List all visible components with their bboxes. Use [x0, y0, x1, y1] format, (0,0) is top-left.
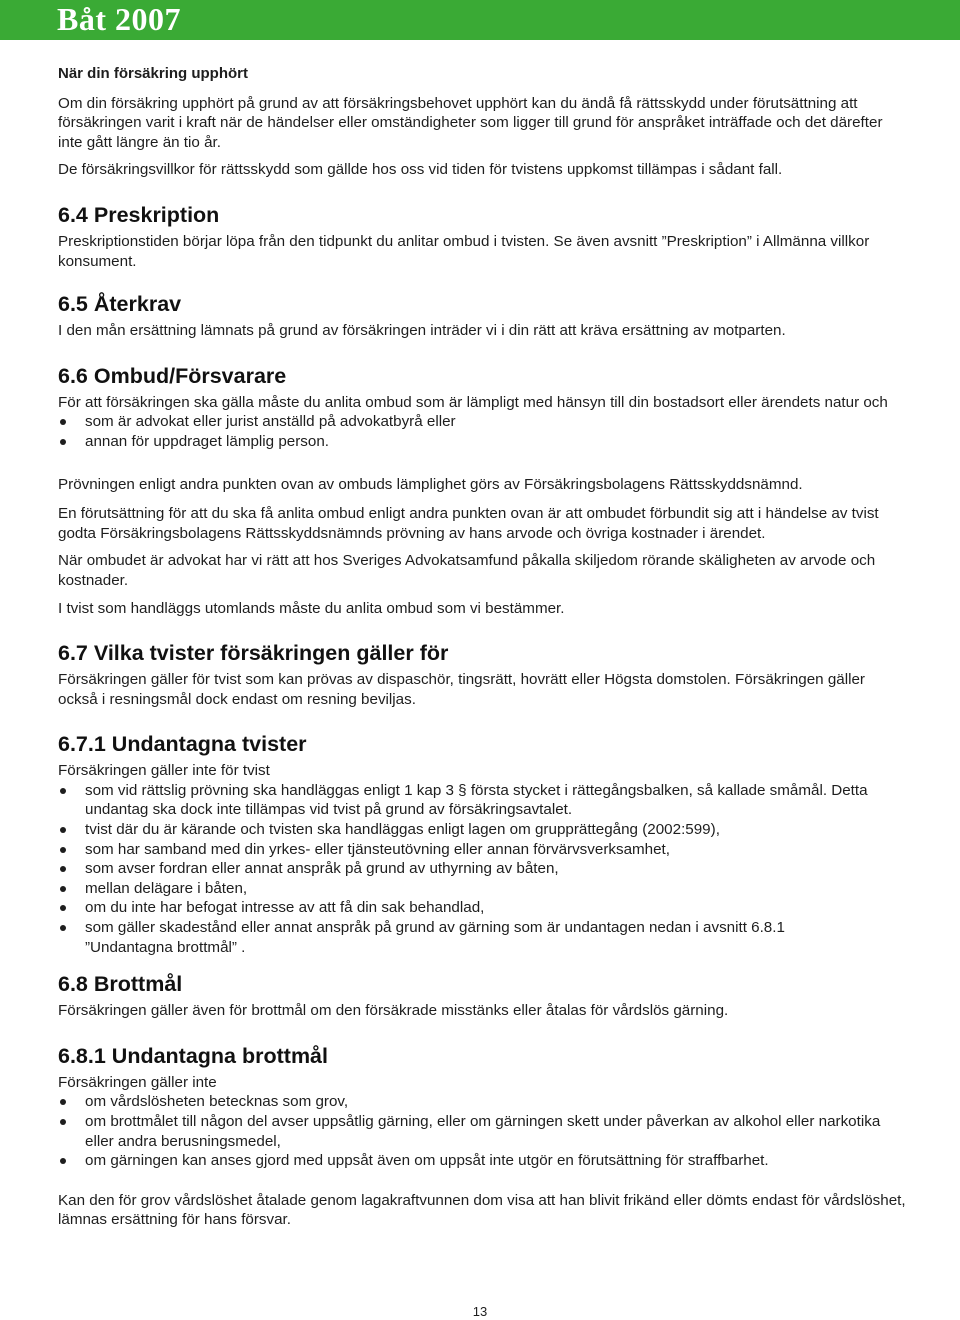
list-item: som är advokat eller jurist anställd på advokatbyrå eller — [58, 412, 908, 432]
paragraph: Försäkringen gäller även för brottmål om den försäkrade misstänks eller åtalas för vårdslös gärning. — [58, 1002, 729, 1020]
paragraph: Prövningen enligt andra punkten ovan av ombuds lämplighet görs av Försäkringsbolagens Rättsskyddsnämnd. — [58, 475, 803, 493]
bullet-list — [58, 1092, 908, 1170]
list-item: som gäller skadestånd eller annat anspråk på grund av gärning som är undantagen nedan i avsnitt 6.8.1 ”Undantagna brottmål” . — [58, 918, 908, 957]
section-heading-6-7-1: 6.7.1 Undantagna tvister — [58, 732, 307, 757]
list-item: som vid rättslig prövning ska handläggas enligt 1 kap 3 § första stycket i rättegångsbalken, så kallade småmål. Detta undantag ska dock inte tillämpas vid tvist på grund av försäkringsavtalet. — [58, 781, 908, 820]
section-heading-6-7: 6.7 Vilka tvister försäkringen gäller för — [58, 641, 449, 666]
list-item: om brottmålet till någon del avser uppsåtlig gärning, eller om gärningen skett under påverkan av alkohol eller narkotika eller andra berusningsmedel, — [58, 1112, 908, 1151]
paragraph: Kan den för grov vårdslöshet åtalade genom lagakraftvunnen dom visa att han blivit frikänd eller dömts endast för vårdslöshet, lämnas ersättning för hans försvar. — [58, 1191, 906, 1229]
paragraph: Preskriptionstiden börjar löpa från den tidpunkt du anlitar ombud i tvisten. Se även avsnitt ”Preskription” i Allmänna villkor konsument. — [58, 232, 870, 270]
paragraph: När ombudet är advokat har vi rätt att hos Sveriges Advokatsamfund påkalla skiljedom rörande skäligheten av arvode och kostnader. — [58, 552, 876, 589]
paragraph: Försäkringen gäller inte för tvist — [58, 762, 270, 780]
paragraph: Försäkringen gäller för tvist som kan prövas av dispaschör, tingsrätt, hovrätt eller Högsta domstolen. Försäkringen gäller också i resningsmål dock endast om resning beviljas. — [58, 671, 865, 708]
section-heading-6-4: 6.4 Preskription — [58, 202, 220, 227]
paragraph: Om din försäkring upphört på grund av att försäkringsbehovet upphört kan du ändå få rättsskydd under förutsättning att försäkringen varit i kraft när de händelser eller omständigheter som ligger till grund för anspråket inträffade och det därefter inte gått längre än tio år. — [58, 94, 883, 151]
list-item: om du inte har befogat intresse av att få din sak behandlad, — [58, 898, 908, 918]
list-item: som avser fordran eller annat anspråk på grund av uthyrning av båten, — [58, 859, 908, 879]
bullet-list — [58, 412, 908, 451]
page-number: 13 — [472, 1304, 488, 1319]
paragraph: En förutsättning för att du ska få anlita ombud enligt andra punkten ovan är att ombudet förbundit sig att i händelse av tvist godta Försäkringsbolagens Rättsskyddsnämnds prövning av hans arvode och övriga kostnader i ärendet. — [58, 505, 879, 542]
paragraph: De försäkringsvillkor för rättsskydd som gällde hos oss vid tiden för tvistens uppkomst tillämpas i sådant fall. — [58, 161, 783, 179]
header-banner — [0, 0, 960, 40]
list-item: om vårdslösheten betecknas som grov, — [58, 1092, 908, 1112]
section-heading-6-6: 6.6 Ombud/Försvarare — [58, 363, 287, 388]
document-title: Båt 2007 — [57, 1, 181, 37]
bullet-list — [58, 781, 908, 957]
paragraph: I den mån ersättning lämnats på grund av försäkringen inträder vi i din rätt att kräva ersättning av motparten. — [58, 322, 786, 340]
subheading-upphort: När din försäkring upphört — [58, 65, 249, 82]
list-item: tvist där du är kärande och tvisten ska handläggas enligt lagen om grupprättegång (2002:599), — [58, 820, 908, 840]
list-item: mellan delägare i båten, — [58, 879, 908, 899]
list-item: som har samband med din yrkes- eller tjänsteutövning eller annan förvärvsverksamhet, — [58, 840, 908, 860]
list-item: om gärningen kan anses gjord med uppsåt även om uppsåt inte utgör en förutsättning för straffbarhet. — [58, 1151, 908, 1171]
document-body — [58, 64, 908, 1230]
paragraph: I tvist som handläggs utomlands måste du anlita ombud som vi bestämmer. — [58, 599, 565, 617]
section-heading-6-8-1: 6.8.1 Undantagna brottmål — [58, 1043, 328, 1068]
paragraph: Försäkringen gäller inte — [58, 1073, 217, 1091]
paragraph: För att försäkringen ska gälla måste du anlita ombud som är lämpligt med hänsyn till din bostadsort eller ärendets natur och — [58, 393, 888, 411]
section-heading-6-5: 6.5 Återkrav — [58, 292, 182, 317]
list-item: annan för uppdraget lämplig person. — [58, 432, 908, 452]
section-heading-6-8: 6.8 Brottmål — [58, 972, 183, 997]
